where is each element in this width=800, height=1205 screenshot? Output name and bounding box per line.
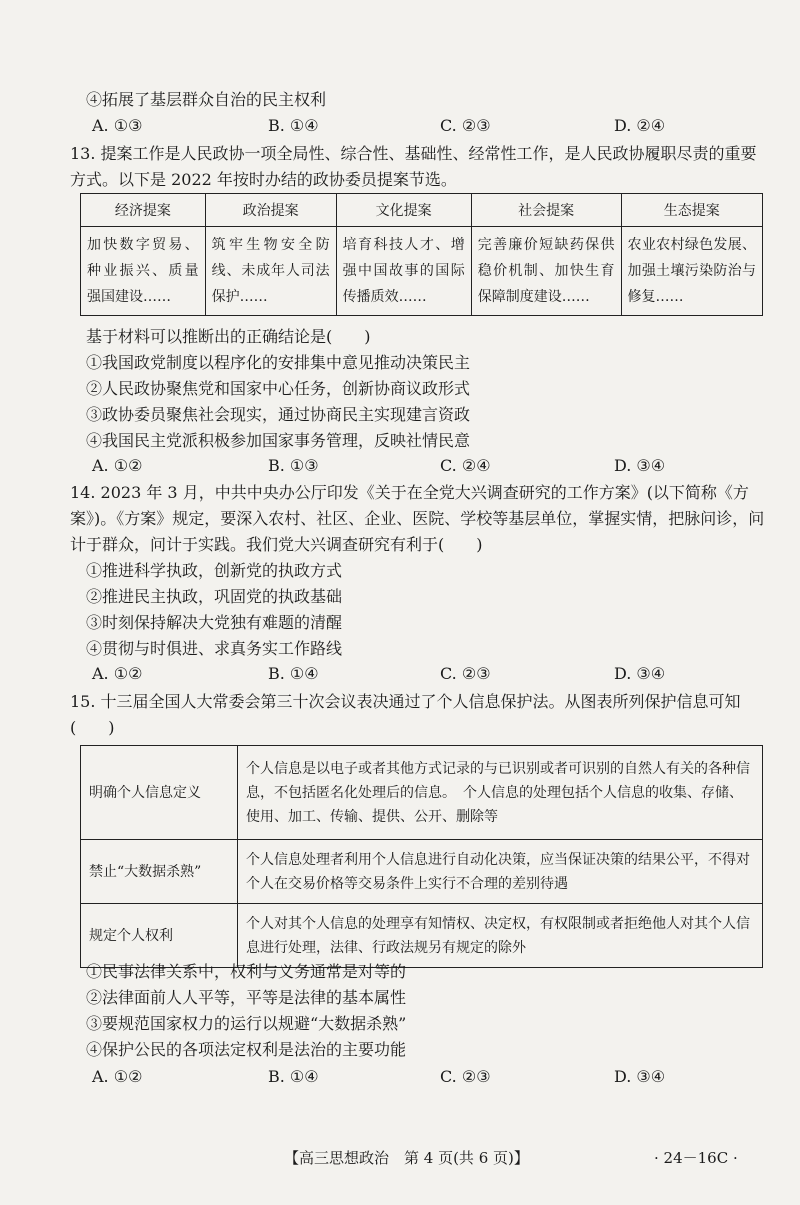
- q13-option-b: B. ①③: [268, 456, 319, 475]
- q15-row-body: 个人信息处理者利用个人信息进行自动化决策，应当保证决策的结果公平，不得对个人在交易价格等交易条件上实行不合理的差别待遇: [238, 840, 763, 904]
- q13-cell-economy: 加快数字贸易、种业振兴、质量强国建设……: [81, 227, 206, 316]
- q13-statement: ①我国政党制度以程序化的安排集中意见推动决策民主: [86, 353, 471, 372]
- q14-statement: ①推进科学执政，创新党的执政方式: [86, 561, 343, 580]
- q13-header-politics: 政治提案: [205, 194, 336, 227]
- q13-header-culture: 文化提案: [336, 194, 471, 227]
- q14-statement: ②推进民主执政，巩固党的执政基础: [86, 587, 343, 606]
- q14-option-a: A. ①②: [92, 664, 143, 683]
- q15-option-a: A. ①②: [92, 1067, 143, 1086]
- q15-statement: ④保护公民的各项法定权利是法治的主要功能: [86, 1040, 407, 1059]
- q15-row-head: 禁止“大数据杀熟”: [81, 840, 238, 904]
- q15-statement: ①民事法律关系中，权利与义务通常是对等的: [86, 962, 407, 981]
- q13-proposal-table: [80, 193, 763, 316]
- q14-stem: 14. 2023 年 3 月，中共中央办公厅印发《关于在全党大兴调查研究的工作方案》(以下简称《方案》)。《方案》规定，要深入农村、社区、企业、医院、学校等基层单位，掌握实情，把脉问诊，问计于群众，问计于实践。我们党大兴调查研究有利于( ): [70, 483, 765, 554]
- q13-header-society: 社会提案: [471, 194, 621, 227]
- q14-option-c: C. ②③: [440, 664, 491, 683]
- q14-options: [92, 664, 692, 686]
- q12-option-d: D. ②④: [614, 116, 666, 135]
- q13-option-a: A. ①②: [92, 456, 143, 475]
- q15-stem: 15. 十三届全国人大常委会第三十次会议表决通过了个人信息保护法。从图表所列保护信息可知( ): [70, 692, 741, 737]
- q15-option-c: C. ②③: [440, 1067, 491, 1086]
- q13-cell-society: 完善廉价短缺药保供稳价机制、加快生育保障制度建设……: [471, 227, 621, 316]
- q12-option-c: C. ②③: [440, 116, 491, 135]
- q15-row-head: 规定个人权利: [81, 904, 238, 968]
- q14-option-d: D. ③④: [614, 664, 666, 683]
- q14-statement: ③时刻保持解决大党独有难题的清醒: [86, 613, 343, 632]
- q13-statement: ③政协委员聚焦社会现实，通过协商民主实现建言资政: [86, 405, 471, 424]
- page-footer: 【高三思想政治 第 4 页(共 6 页)】: [284, 1149, 529, 1167]
- q15-row-body: 个人信息是以电子或者其他方式记录的与已识别或者可识别的自然人有关的各种信息，不包括匿名化处理后的信息。 个人信息的处理包括个人信息的收集、存储、使用、加工、传输、提供、公开、删除等: [238, 746, 763, 840]
- exam-code: · 24－16C ·: [654, 1149, 738, 1167]
- q15-statement: ②法律面前人人平等，平等是法律的基本属性: [86, 988, 407, 1007]
- q15-options: [92, 1067, 692, 1089]
- q14-option-b: B. ①④: [268, 664, 319, 683]
- q13-cell-ecology: 农业农村绿色发展、加强土壤污染防治与修复……: [621, 227, 762, 316]
- q12-statement-4: ④拓展了基层群众自治的民主权利: [86, 90, 327, 109]
- q13-option-d: D. ③④: [614, 456, 666, 475]
- q13-header-ecology: 生态提案: [621, 194, 762, 227]
- q14-statement: ④贯彻与时俱进、求真务实工作路线: [86, 639, 343, 658]
- q15-row-head: 明确个人信息定义: [81, 746, 238, 840]
- q13-option-c: C. ②④: [440, 456, 491, 475]
- q15-option-d: D. ③④: [614, 1067, 666, 1086]
- q13-options: [92, 456, 692, 478]
- q13-header-economy: 经济提案: [81, 194, 206, 227]
- q13-question: 基于材料可以推断出的正确结论是( ): [86, 327, 371, 346]
- q13-statement: ②人民政协聚焦党和国家中心任务，创新协商议政形式: [86, 379, 471, 398]
- q15-law-table: [80, 745, 763, 968]
- q13-cell-politics: 筑牢生物安全防线、未成年人司法保护……: [205, 227, 336, 316]
- q12-option-b: B. ①④: [268, 116, 319, 135]
- q13-cell-culture: 培育科技人才、增强中国故事的国际传播质效……: [336, 227, 471, 316]
- q15-row-body: 个人对其个人信息的处理享有知情权、决定权，有权限制或者拒绝他人对其个人信息进行处理，法律、行政法规另有规定的除外: [238, 904, 763, 968]
- q15-option-b: B. ①④: [268, 1067, 319, 1086]
- q13-statement: ④我国民主党派积极参加国家事务管理，反映社情民意: [86, 431, 471, 450]
- q15-statement: ③要规范国家权力的运行以规避“大数据杀熟”: [86, 1014, 407, 1033]
- q12-option-a: A. ①③: [92, 116, 143, 135]
- q13-stem: 13. 提案工作是人民政协一项全局性、综合性、基础性、经常性工作，是人民政协履职尽责的重要方式。以下是 2022 年按时办结的政协委员提案节选。: [70, 144, 757, 189]
- q12-options: [92, 116, 692, 138]
